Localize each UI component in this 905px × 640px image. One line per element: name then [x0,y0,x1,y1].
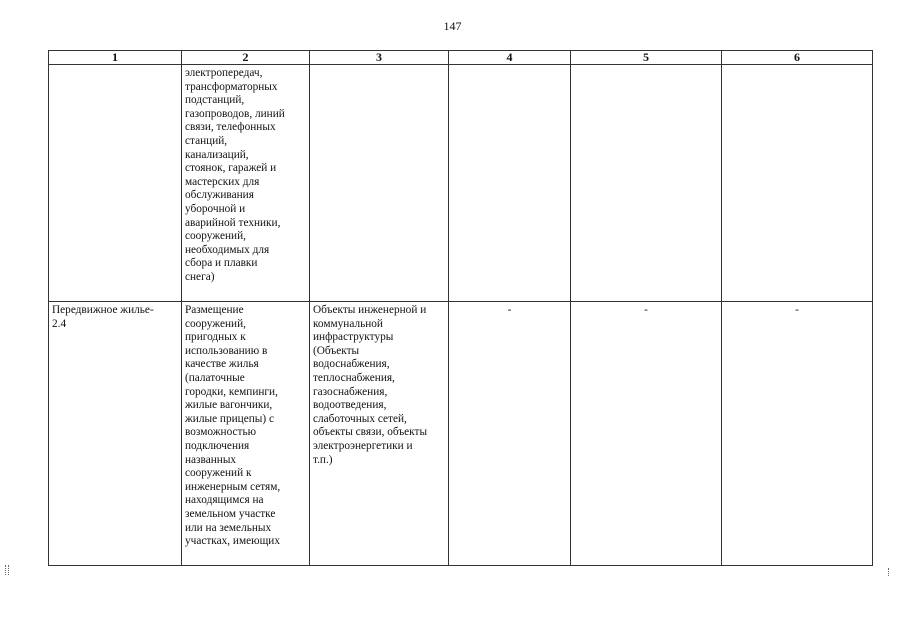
auxiliary-use-text: Объекты инженерной и коммунальной инфраструктуры (Объекты водоснабжения, теплоснабжения, газоснабжения, водоотведения, слаботочных сетей, объекты связи, объекты электроэнергетики и т.п.) [313,304,428,466]
cell-use-name [49,65,182,302]
scan-edge-mark [888,568,890,576]
table-row [49,302,873,566]
scan-edge-mark [5,565,9,575]
cell-col-6 [722,302,873,566]
header-col-2: 2 [182,51,310,65]
cell-auxiliary-use [310,302,449,566]
header-col-3: 3 [310,51,449,65]
header-col-6: 6 [722,51,873,65]
cell-col-4 [449,302,571,566]
cell-use-name [49,302,182,566]
cell-use-description [182,302,310,566]
header-col-5: 5 [571,51,722,65]
table-header-row [49,51,873,65]
use-description-text: Размещение сооружений, пригодных к использованию в качестве жилья (палаточные городки, кемпинги, жилые вагончики, жилые прицепы) с возможностью подключения названных сооружений к инженерным сетям, находящимся на земельном участке или на земельных участках, имеющих [185,304,281,548]
use-name-text: Передвижное жилье- 2.4 [52,304,154,330]
document-table [48,50,873,566]
cell-col-6 [722,65,873,302]
dash-value: - [644,304,648,316]
table-row [49,65,873,302]
dash-value: - [795,304,799,316]
page-number: 147 [443,19,462,33]
header-col-1: 1 [49,51,182,65]
cell-col-5 [571,302,722,566]
cell-auxiliary-use [310,65,449,302]
header-col-4: 4 [449,51,571,65]
cell-col-4 [449,65,571,302]
use-description-text: электропередач, трансформаторных подстанций, газопроводов, линий связи, телефонных станций, канализаций, стоянок, гаражей и мастерских для обслуживания уборочной и аварийной техники, сооружений, необходимых для сбора и плавки снега) [185,67,285,283]
dash-value: - [507,304,512,316]
cell-col-5 [571,65,722,302]
cell-use-description [182,65,310,302]
